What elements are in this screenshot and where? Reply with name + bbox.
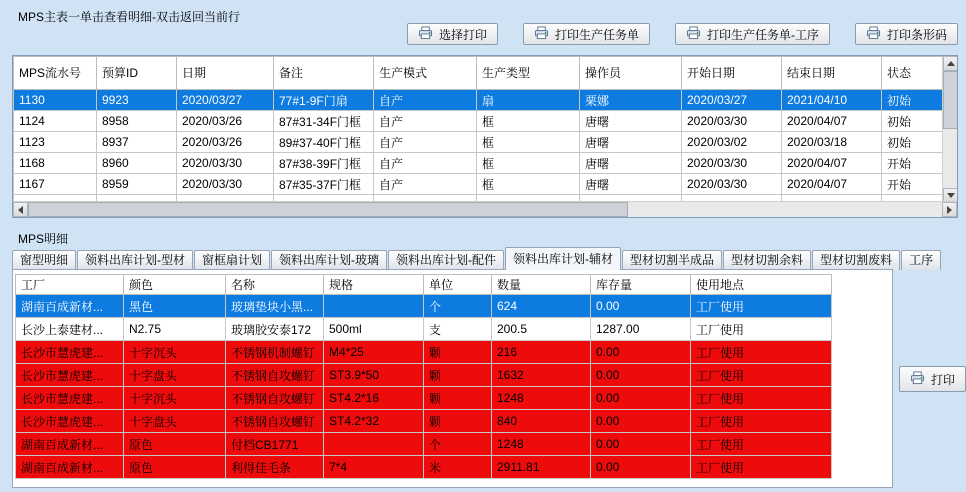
table-cell: 自产: [374, 153, 477, 174]
table-cell: 87#31-34F门框: [274, 111, 374, 132]
table-cell: 工厂使用: [691, 433, 832, 456]
horizontal-scrollbar[interactable]: [13, 201, 957, 217]
column-header[interactable]: 库存量: [591, 275, 691, 295]
table-cell: 8959: [97, 174, 177, 195]
table-cell: 216: [492, 341, 591, 364]
table-cell: 支: [424, 318, 492, 341]
table-row[interactable]: [16, 318, 832, 341]
column-header[interactable]: MPS流水号: [14, 57, 97, 90]
table-cell: 不锈钢机制螺钉: [226, 341, 324, 364]
select-print-label: 选择打印: [438, 27, 487, 42]
table-row[interactable]: [14, 174, 945, 195]
scroll-right-button[interactable]: [942, 202, 957, 217]
up-arrow-icon: [947, 61, 955, 66]
detail-tab-8[interactable]: 型材切割余料: [723, 250, 811, 270]
table-cell: 2020/03/26: [177, 111, 274, 132]
column-header[interactable]: 备注: [274, 57, 374, 90]
table-cell: 唐曙: [580, 174, 682, 195]
table-cell: 2020/03/18: [782, 132, 882, 153]
table-cell: 工厂使用: [691, 410, 832, 433]
table-cell: 1130: [14, 90, 97, 111]
table-cell: 2020/03/26: [177, 132, 274, 153]
column-header[interactable]: 颜色: [124, 275, 226, 295]
table-cell: 2020/03/27: [177, 90, 274, 111]
table-cell: 8937: [97, 132, 177, 153]
print-task-order-process-button[interactable]: [675, 23, 830, 45]
detail-tab-10[interactable]: 工序: [901, 250, 941, 270]
table-row[interactable]: [16, 364, 832, 387]
table-cell: 初始: [882, 90, 945, 111]
table-row[interactable]: [16, 410, 832, 433]
table-row[interactable]: [16, 387, 832, 410]
table-cell: 付档CB1771: [226, 433, 324, 456]
table-cell: 颗: [424, 387, 492, 410]
scroll-up-button[interactable]: [943, 56, 958, 71]
detail-tabstrip: [12, 247, 941, 270]
table-cell: 唐曙: [580, 132, 682, 153]
table-cell: 玻璃垫块小黑...: [226, 295, 324, 318]
table-cell: 500ml: [324, 318, 424, 341]
table-cell: 1287.00: [591, 318, 691, 341]
table-cell: 长沙市慧虎建...: [16, 341, 124, 364]
detail-tab-2[interactable]: 领料出库计划-型材: [77, 250, 193, 270]
column-header[interactable]: 名称: [226, 275, 324, 295]
table-cell: 长沙市慧虎建...: [16, 364, 124, 387]
table-cell: 0.00: [591, 341, 691, 364]
table-cell: 个: [424, 433, 492, 456]
table-cell: 颗: [424, 364, 492, 387]
select-print-button[interactable]: [407, 23, 498, 45]
table-cell: 长沙市慧虎建...: [16, 410, 124, 433]
table-cell: 840: [492, 410, 591, 433]
detail-tab-6[interactable]: 领料出库计划-辅材: [505, 247, 621, 270]
table-row[interactable]: [14, 132, 945, 153]
printer-icon: [686, 26, 701, 43]
column-header[interactable]: 单位: [424, 275, 492, 295]
table-cell: 原色: [124, 433, 226, 456]
table-cell: 0.00: [591, 387, 691, 410]
column-header[interactable]: 数量: [492, 275, 591, 295]
table-cell: 工厂使用: [691, 387, 832, 410]
print-task-order-label: 打印生产任务单: [554, 27, 639, 42]
table-cell: 颗: [424, 341, 492, 364]
horizontal-scrollbar-thumb[interactable]: [28, 202, 628, 217]
detail-tabpage: [12, 269, 893, 488]
detail-print-button[interactable]: [899, 366, 966, 392]
column-header[interactable]: 状态: [882, 57, 945, 90]
column-header[interactable]: 结束日期: [782, 57, 882, 90]
scroll-left-button[interactable]: [13, 202, 28, 217]
printer-icon: [910, 371, 925, 388]
table-cell: 0.00: [591, 364, 691, 387]
table-cell: N2.75: [124, 318, 226, 341]
table-cell: 自产: [374, 90, 477, 111]
table-cell: M4*25: [324, 341, 424, 364]
table-cell: 2020/03/02: [682, 132, 782, 153]
column-header[interactable]: 操作员: [580, 57, 682, 90]
table-cell: 2911.81: [492, 456, 591, 479]
table-cell: 框: [477, 132, 580, 153]
column-header[interactable]: 日期: [177, 57, 274, 90]
table-cell: 玻璃胶安泰172: [226, 318, 324, 341]
print-toolbar: [407, 23, 958, 45]
table-cell: 9923: [97, 90, 177, 111]
column-header[interactable]: 预算ID: [97, 57, 177, 90]
table-cell: 自产: [374, 132, 477, 153]
table-cell: 米: [424, 456, 492, 479]
table-cell: 唐曙: [580, 111, 682, 132]
table-cell: 框: [477, 111, 580, 132]
table-cell: [324, 295, 424, 318]
table-cell: 2020/03/30: [177, 174, 274, 195]
table-cell: 2020/04/07: [782, 153, 882, 174]
table-cell: 唐曙: [580, 153, 682, 174]
detail-tab-1[interactable]: 窗型明细: [12, 250, 76, 270]
table-cell: 1124: [14, 111, 97, 132]
table-cell: 2020/04/07: [782, 111, 882, 132]
column-header[interactable]: 生产类型: [477, 57, 580, 90]
table-row[interactable]: [14, 111, 945, 132]
table-cell: 2020/04/07: [782, 174, 882, 195]
table-cell: 2020/03/30: [177, 153, 274, 174]
table-cell: 1248: [492, 433, 591, 456]
table-cell: 初始: [882, 111, 945, 132]
table-cell: 工厂使用: [691, 341, 832, 364]
detail-tab-9[interactable]: 型材切割废料: [812, 250, 900, 270]
detail-print-label: 打印: [931, 372, 956, 387]
table-cell: 1123: [14, 132, 97, 153]
table-row[interactable]: [16, 433, 832, 456]
table-cell: ST4.2*16: [324, 387, 424, 410]
table-cell: 湖南百成新材...: [16, 433, 124, 456]
table-cell: [324, 433, 424, 456]
table-cell: 0.00: [591, 456, 691, 479]
right-arrow-icon: [947, 206, 952, 214]
table-cell: 栗娜: [580, 90, 682, 111]
table-cell: 十字沉头: [124, 387, 226, 410]
table-row[interactable]: [16, 456, 832, 479]
table-cell: 工厂使用: [691, 364, 832, 387]
table-row[interactable]: [14, 153, 945, 174]
table-cell: 624: [492, 295, 591, 318]
table-cell: 8958: [97, 111, 177, 132]
table-cell: 原色: [124, 456, 226, 479]
down-arrow-icon: [947, 193, 955, 198]
table-cell: 1167: [14, 174, 97, 195]
table-cell: ST4.2*32: [324, 410, 424, 433]
table-cell: 2020/03/30: [682, 153, 782, 174]
table-cell: 0.00: [591, 295, 691, 318]
table-cell: 1248: [492, 387, 591, 410]
table-cell: 7*4: [324, 456, 424, 479]
table-cell: ST3.9*50: [324, 364, 424, 387]
table-cell: 87#38-39F门框: [274, 153, 374, 174]
table-cell: 黑色: [124, 295, 226, 318]
table-row[interactable]: [16, 341, 832, 364]
table-cell: 77#1-9F门扇: [274, 90, 374, 111]
table-cell: 十字沉头: [124, 341, 226, 364]
table-row[interactable]: [16, 295, 832, 318]
table-cell: 89#37-40F门框: [274, 132, 374, 153]
table-cell: 工厂使用: [691, 456, 832, 479]
table-cell: 开始: [882, 174, 945, 195]
column-header[interactable]: 使用地点: [691, 275, 832, 295]
table-cell: 2020/03/27: [682, 90, 782, 111]
print-task-order-button[interactable]: [523, 23, 650, 45]
column-header[interactable]: 生产模式: [374, 57, 477, 90]
table-cell: 工厂使用: [691, 318, 832, 341]
table-cell: 湖南百成新材...: [16, 295, 124, 318]
table-cell: 200.5: [492, 318, 591, 341]
column-header[interactable]: 开始日期: [682, 57, 782, 90]
table-cell: 十字盘头: [124, 410, 226, 433]
table-cell: 开始: [882, 153, 945, 174]
printer-icon: [866, 26, 881, 43]
table-cell: 2020/03/30: [682, 174, 782, 195]
detail-tab-5[interactable]: 领料出库计划-配件: [388, 250, 504, 270]
left-arrow-icon: [18, 206, 23, 214]
column-header[interactable]: 工厂: [16, 275, 124, 295]
print-task-order-process-label: 打印生产任务单-工序: [706, 27, 819, 42]
detail-table: [15, 274, 832, 479]
table-cell: 8960: [97, 153, 177, 174]
table-row[interactable]: [14, 90, 945, 111]
table-cell: 初始: [882, 132, 945, 153]
table-cell: 1168: [14, 153, 97, 174]
table-cell: 自产: [374, 111, 477, 132]
table-cell: 不锈钢自攻螺钉: [226, 364, 324, 387]
table-cell: 利得佳毛条: [226, 456, 324, 479]
table-cell: 0.00: [591, 433, 691, 456]
table-cell: 87#35-37F门框: [274, 174, 374, 195]
column-header[interactable]: 规格: [324, 275, 424, 295]
detail-tab-4[interactable]: 领料出库计划-玻璃: [271, 250, 387, 270]
table-cell: 自产: [374, 174, 477, 195]
table-cell: 1632: [492, 364, 591, 387]
table-cell: 湖南百成新材...: [16, 456, 124, 479]
mps-main-grid: [12, 55, 958, 218]
detail-tab-3[interactable]: 窗框扇计划: [194, 250, 270, 270]
table-cell: 2021/04/10: [782, 90, 882, 111]
printer-icon: [534, 26, 549, 43]
table-cell: 框: [477, 174, 580, 195]
print-barcode-label: 打印条形码: [886, 27, 947, 42]
mps-main-title: MPS主表一单击查看明细-双击返回当前行: [18, 10, 241, 24]
table-cell: 工厂使用: [691, 295, 832, 318]
table-cell: 扇: [477, 90, 580, 111]
vertical-scrollbar-thumb[interactable]: [943, 71, 958, 129]
table-cell: 0.00: [591, 410, 691, 433]
table-cell: 十字盘头: [124, 364, 226, 387]
table-cell: 不锈钢自攻螺钉: [226, 387, 324, 410]
table-cell: 长沙上泰建材...: [16, 318, 124, 341]
mps-detail-title: MPS明细: [18, 232, 69, 246]
printer-icon: [418, 26, 433, 43]
table-cell: 颗: [424, 410, 492, 433]
table-cell: 2020/03/30: [682, 111, 782, 132]
table-cell: 框: [477, 153, 580, 174]
table-cell: 长沙市慧虎建...: [16, 387, 124, 410]
print-barcode-button[interactable]: [855, 23, 958, 45]
detail-tab-7[interactable]: 型材切割半成品: [622, 250, 722, 270]
table-cell: 不锈钢自攻螺钉: [226, 410, 324, 433]
vertical-scrollbar[interactable]: [942, 56, 957, 203]
mps-main-table: [13, 56, 945, 203]
table-cell: 个: [424, 295, 492, 318]
